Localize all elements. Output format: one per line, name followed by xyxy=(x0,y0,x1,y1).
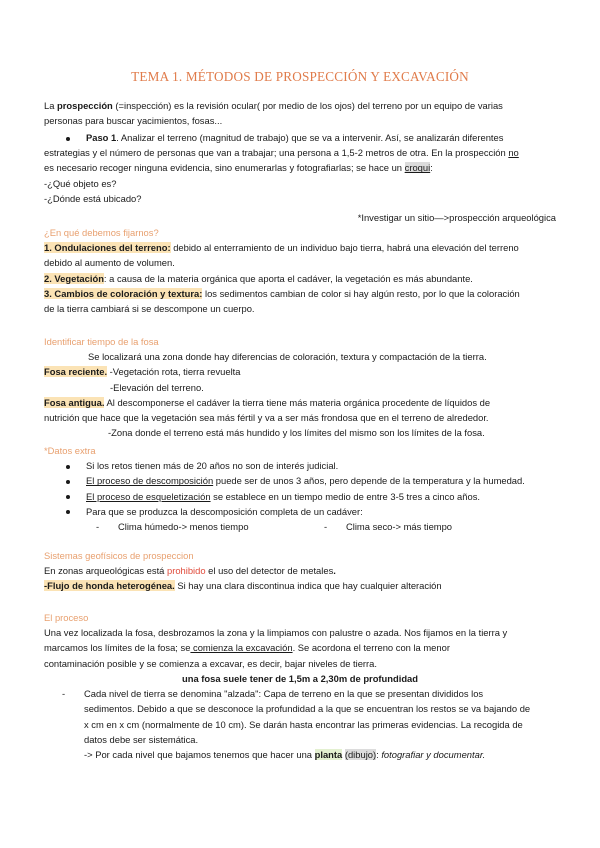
fosa-section: Identificar tiempo de la fosa Se localizará una zona donde hay diferencias de coloración, textura y compactación de la tierra. Fosa reciente. -Vegetación rota, tierra revuelta -Elevación del terreno. Fosa antigua. Al descomponerse el cadáver la tierra tiene más materia orgánica procedente de líquidos de nutrición que hace que la vegetación sea más fértil y va a ser más frondosa que en el terreno de alrededor. -Zona donde el terreno está más hundido y los límites del mismo son los límites de la fosa. xyxy=(44,334,556,441)
term-prospeccion: prospección xyxy=(57,100,113,111)
section-heading-sistemas: Sistemas geofísicos de prospeccion xyxy=(44,550,194,561)
bullet-icon xyxy=(66,458,76,473)
fijarnos-section: ¿En qué debemos fijarnos? 1. Ondulaciones del terreno: debido al enterramiento de un individuo bajo tierra, habrá una elevación del terreno debido al aumento de volumen. 2. Vegetación: a causa de la materia orgánica que aporta el cadáver, la vegetación es más abundante. 3. Cambios de coloración y textura: los sedimentos cambian de color si hay algún resto, por lo que la coloración de la tierra cambiará si se descompone un cuerpo. xyxy=(44,225,556,316)
datos-extra-section: *Datos extra Si los retos tienen más de 20 años no son de interés judicial. El proceso de descomposición puede ser de unos 3 años, pero depende de la temperatura y la humedad. El proceso de esqueletización se establece en un tiempo medio de entre 3-5 tres a cinco años. Para que se produzca la descomposición completa de un cadáver: - Clima húmedo-> menos tiempo - Clima seco-> más tiempo xyxy=(44,443,556,534)
section-heading-datos: *Datos extra xyxy=(44,445,96,456)
page-title: TEMA 1. MÉTODOS DE PROSPECCIÓN Y EXCAVACIÓN xyxy=(131,69,469,84)
dash-icon: - xyxy=(62,688,66,700)
bullet-icon xyxy=(66,504,76,519)
dash-icon: - xyxy=(324,521,328,533)
sistemas-section: Sistemas geofísicos de prospeccion En zonas arqueológicas está prohibido el uso del detector de metales. -Flujo de honda heterogénea. Si hay una clara discontinua indica que hay cualquier alteración xyxy=(44,548,556,594)
section-heading-proceso: El proceso xyxy=(44,612,89,623)
note-investigar: *Investigar un sitio—>prospección arqueológica xyxy=(357,212,556,223)
bullet-icon xyxy=(66,473,76,488)
dash-icon: - xyxy=(96,521,100,533)
depth-statement: una fosa suele tener de 1,5m a 2,30m de profundidad xyxy=(181,672,418,684)
croqui-term: croqui xyxy=(404,162,431,174)
bullet-icon xyxy=(66,489,76,504)
proceso-section: El proceso Una vez localizada la fosa, desbrozamos la zona y la limpiamos con palustre o azada. Nos fijamos en la tierra y marcamos los límites de la fosa; se comienza la excavación. Se acordona el terreno con la menor contaminación posible y se comienza a excavar, es decir, bajar niveles de tierra. una fosa suele tener de 1,5m a 2,30m de profundidad - Cada nivel de tierra se denomina "alzada": Capa de terreno en la que se presentan divididos los sedimentos. Debido a que se desconoce la profundidad a la que se encuentran los restos se va bajando de x cm en x cm (normalmente de 10 cm). Se darán hasta encontrar las primeras evidencias. La recogida de datos debe ser sistemática. -> Por cada nivel que bajamos tenemos que hacer una planta (dibujo): fotografiar y documentar. xyxy=(44,610,556,762)
paso1-block: Paso 1. Analizar el terreno (magnitud de trabajo) que se va a intervenir. Así, se analizarán diferentes estrategias y el número de personas que van a trabajar; una persona a 1,5-2 metros de otra. En la prospección no es necesario recoger ninguna evidencia, sino enumerarlas y fotografiarlas; se hace un croqui: -¿Qué objeto es? -¿Dónde está ubicado? xyxy=(44,132,519,204)
paso1-label: Paso 1 xyxy=(86,132,117,143)
section-heading-fijarnos: ¿En qué debemos fijarnos? xyxy=(44,227,159,238)
intro-paragraph: La prospección (=inspección) es la revisión ocular( por medio de los ojos) del terreno por un equipo de varias personas para buscar yacimientos, fosas... xyxy=(44,100,503,127)
bullet-icon xyxy=(66,130,76,145)
section-heading-fosa: Identificar tiempo de la fosa xyxy=(44,336,159,347)
